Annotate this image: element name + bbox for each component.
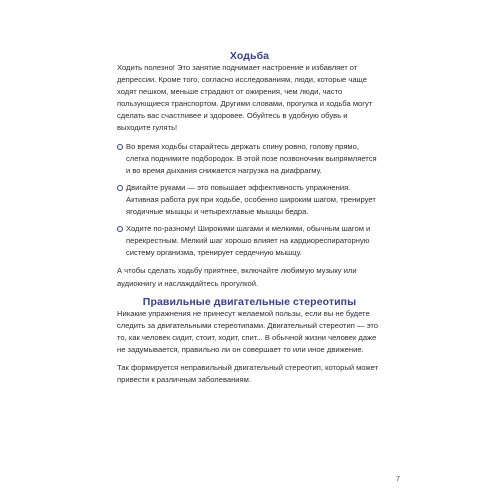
list-item-text: Двигайте руками — это повышает эффективность упражнения. Активная работа рук при ходьбе, особенно широким шагом, тренирует ягодичные мышцы и четырехглавые мышцы бедра. [126,182,376,217]
page-number: 7 [395,474,400,483]
walking-intro-paragraph: Ходить полезно! Это занятие поднимает настроение и избавляет от депрессии. Кроме того, согласно исследованиям, люди, которые чаще ходят пешком, меньше страдают от ожирения, чем люди, часто пользующиеся транспортом. Другими словами, прогулка и ходьба могут сделать вас счастливее и здоровее. Обуйтесь в удобную обувь и выходите гулять! [117,63,373,133]
list-item-text: Ходите по-разному! Широкими шагами и мелкими, обычным шагом и перекрестным. Мелкий шаг хорошо влияет на кардиореспираторную систему организма, тренирует сердечную мышцу. [126,224,371,258]
list-item [117,141,382,177]
walking-tips-list [117,141,382,260]
page-content [117,50,382,392]
walking-outro-paragraph: А чтобы сделать ходьбу приятнее, включайте любимую музыку или аудиокнигу и наслаждайтесь прогулкой. [117,266,357,288]
circle-bullet-icon [117,185,123,191]
stereotypes-paragraph-1: Никакие упражнения не принесут желаемой пользы, если вы не будете следить за двигательными стереотипами. Двигательный стереотип — это то, как человек сидит, стоит, ходит, спит... В обычной жизни человек даже не задумывается, правильно ли он совершает то или иное движение. [117,308,379,354]
section-title-stereotypes: Правильные двигательные стереотипы [142,295,357,308]
circle-bullet-icon [117,226,123,232]
circle-bullet-icon [117,144,123,150]
list-item-text: Во время ходьбы старайтесь держать спину ровно, голову прямо, слегка поднимите подбородок. В этой позе позвоночник выпрямляется и во время дыхания снижается нагрузка на диафрагму. [126,141,377,175]
list-item [117,182,382,218]
list-item [117,223,382,259]
section-title-walking: Ходьба [229,50,270,62]
stereotypes-paragraph-2: Так формируется неправильный двигательный стереотип, который может привести к различным заболеваниям. [117,362,379,385]
